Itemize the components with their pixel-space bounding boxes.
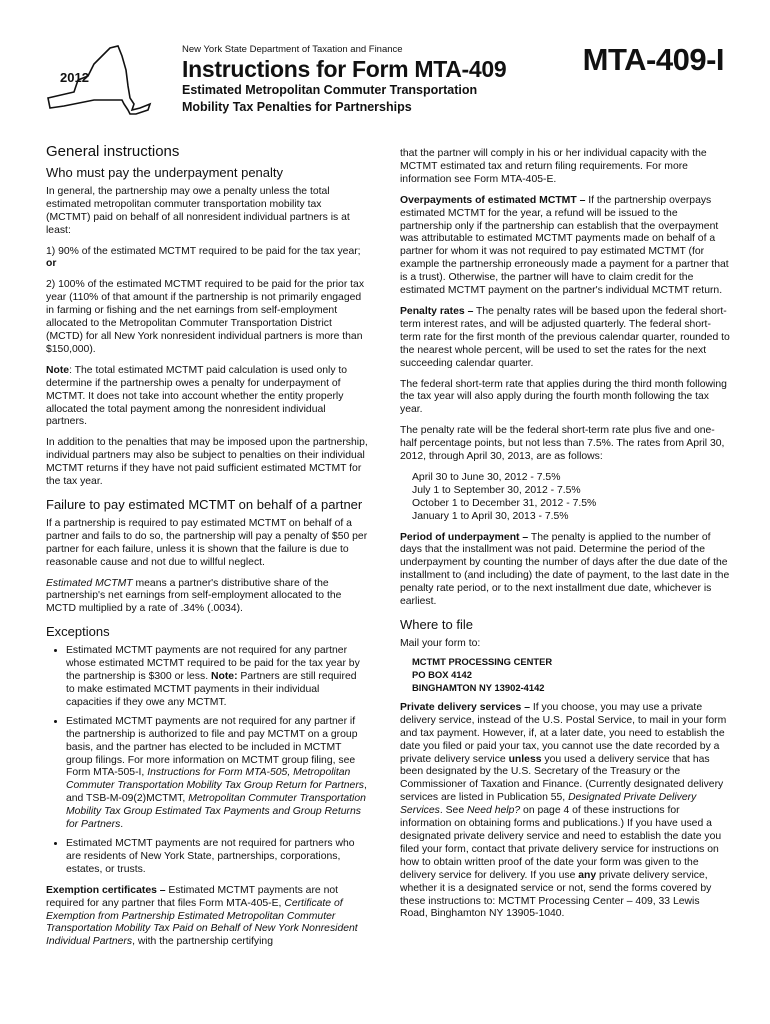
- general-instructions-heading: General instructions: [46, 143, 180, 160]
- page-title: Instructions for Form MTA-409: [182, 56, 507, 82]
- penalty-rates-paragraph: Penalty rates – The penalty rates will be based upon the federal short-term interest rates, and will be adjusted quarterly. The federal short-term rate for the first month of the previous calendar quarter, rounded to the nearest whole percent, will be used to set the rates for the next succeeding calendar quarter.: [400, 305, 730, 369]
- who-must-pay-paragraph: In general, the partnership may owe a penalty unless the total estimated metropolitan commuter transportation mobility tax (MCTMT) paid on behalf of all nonresident individual partners is at least:: [46, 185, 350, 236]
- rate-paragraph: The penalty rate will be the federal short-term rate plus five and one-half percentage points, but not less than 7.5%. The rates from April 30, 2012, through April 30, 2013, are as follows:: [400, 425, 725, 463]
- note-paragraph: Note: The total estimated MCTMT paid calculation is used only to determine if the partnership owes a penalty for underpayment of MCTMT. It does not take into account whether the entity properly allocated the total payment among the nonresident individual partners.: [46, 364, 348, 428]
- rate-item: October 1 to December 31, 2012 - 7.5%: [412, 497, 597, 509]
- page-header: [0, 0, 770, 130]
- address-line: PO BOX 4142: [412, 668, 472, 680]
- federal-rate-paragraph: The federal short-term rate that applies during the third month following the tax year will also apply during the fourth month following the tax year.: [400, 378, 727, 416]
- address-line: BINGHAMTON NY 13902-4142: [412, 681, 545, 693]
- rates-list: [412, 472, 730, 524]
- address-line: MCTMT PROCESSING CENTER: [412, 655, 553, 667]
- failure-heading: Failure to pay estimated MCTMT on behalf of a partner: [46, 496, 363, 512]
- private-delivery-paragraph: Private delivery services – If you choose, you may use a private delivery service, instead of the U.S. Postal Service, to mail in your form and tax payment. However, if, at a later date, you need to establish the date you filed or paid your tax, you cannot use the date recorded by a private delivery service unless you used a delivery service that has been designated by the U.S. Secretary of the Treasury or the Commissioner of Taxation and Finance. (Currently designated delivery services are listed in Publication 55, Designated Private Delivery Services. See Need help? on page 4 of these instructions for information on obtaining forms and publications.) If you have used a designated private delivery service and need to establish the date you filed your form, contact that private delivery service for instructions on how to obtain written proof of the date your form was given to the delivery service for delivery. If you use any private delivery service, whether it is a designated service or not, send the forms covered by these instructions to: MCTMT Processing Center – 409, 33 Lewis Road, Binghamton NY 13905-1040.: [400, 701, 727, 920]
- period-paragraph: Period of underpayment – The penalty is applied to the number of days that the installment was not paid. Determine the period of the underpayment by counting the number of days after the due date of the installment to (and including) the date of payment, to the last date in the penalty rate period, or to the next installment due date, whichever is earliest.: [400, 531, 730, 608]
- exception-item: • Estimated MCTMT payments are not required for any partner if the partnership is authorized to file and pay MCTMT on a group basis, and the partner has elected to be included in MCTMT group filings. For more information on MCTMT group filing, see Form MTA-505-I, Instructions for Form MTA-505, Metropolitan Commuter Transportation Mobility Tax Group Return for Partners, and TSB-M-09(2)MCTMT, Metropolitan Commuter Transportation Mobility Tax Group Estimated Tax Payments and Group Returns for Partners.: [66, 716, 368, 832]
- year-label: 2012: [60, 70, 89, 85]
- rate-item: April 30 to June 30, 2012 - 7.5%: [412, 471, 561, 483]
- subtitle-line-2: Mobility Tax Penalties for Partnerships: [182, 100, 412, 114]
- mail-paragraph: Mail your form to:: [400, 638, 481, 649]
- failure-paragraph-1: If a partnership is required to pay estimated MCTMT on behalf of a partner and fails to do so, the partnership will pay a penalty of $50 per partner for each failure, unless it is shown that the failure is due to reasonable cause and not due to willful neglect.: [46, 517, 368, 568]
- exceptions-list: [46, 645, 368, 876]
- where-to-file-heading: Where to file: [400, 617, 473, 632]
- who-must-pay-heading: Who must pay the underpayment penalty: [46, 164, 284, 180]
- right-column: [400, 148, 730, 929]
- who-item-1: 1) 90% of the estimated MCTMT required to be paid for the tax year; or: [46, 245, 361, 270]
- exceptions-heading: Exceptions: [46, 624, 110, 640]
- who-item-2: 2) 100% of the estimated MCTMT required to be paid for the prior tax year (110% of that amount if the partnership is not primarily engaged in farming or fishing and the net earnings from self-employment allocated to the Metropolitan Commuter Transportation District (MCTD) for all New York nonresident individual partners is more than $150,000).: [46, 279, 365, 355]
- subtitle-line-1: Estimated Metropolitan Commuter Transportation: [182, 83, 478, 97]
- rate-item: July 1 to September 30, 2012 - 7.5%: [412, 484, 581, 496]
- mailing-address: [412, 655, 730, 694]
- overpayments-paragraph: Overpayments of estimated MCTMT – If the partnership overpays estimated MCTMT for the year, a refund will be issued to the partnership only if the partnership can establish that the overpayment was attributable to estimated MCTMT payments made on behalf of a partner for whom it was not required to pay estimated MCTMT (for example the partnership erroneously made a payment for a partner that is a trust). Otherwise, the partner will have to claim credit for the estimated MCTMT payment on the partner's individual MCTMT return.: [400, 194, 729, 297]
- left-column: [46, 143, 368, 957]
- exemption-paragraph: Exemption certificates – Estimated MCTMT payments are not required for any partner that files Form MTA-405-E, Certificate of Exemption from Partnership Estimated Metropolitan Commuter Transportation Mobility Tax Paid on Behalf of New York Nonresident Individual Partners, with the partnership certifying: [46, 884, 358, 948]
- exception-item: • Estimated MCTMT payments are not required for any partner whose estimated MCTMT required to be paid for the tax year by the partnership is $300 or less. Note: Partners are still required to make estimated MCTMT payments in their individual capacities if they owe any MCTMT.: [66, 645, 368, 710]
- rate-item: January 1 to April 30, 2013 - 7.5%: [412, 510, 569, 522]
- failure-paragraph-2: Estimated MCTMT means a partner's distributive share of the partnership's net earnings from self-employment allocated to the MCTD multiplied by a rate of .34% (.0034).: [46, 577, 342, 615]
- page-subtitle: [182, 82, 542, 116]
- continued-paragraph: that the partner will comply in his or her individual capacity with the MCTMT estimated tax and return filing requirements. For more information see Form MTA-405-E.: [400, 148, 707, 185]
- addition-paragraph: In addition to the penalties that may be imposed upon the partnership, individual partners may also be subject to penalties on their individual MCTMT returns if they have not paid sufficient estimated MCTMT for the tax year.: [46, 437, 368, 488]
- exception-item: • Estimated MCTMT payments are not required for partners who are residents of New York State, partnerships, corporations, estates, or trusts.: [66, 838, 368, 877]
- form-id: MTA-409-I: [582, 42, 724, 77]
- department-name: New York State Department of Taxation and Finance: [182, 44, 403, 55]
